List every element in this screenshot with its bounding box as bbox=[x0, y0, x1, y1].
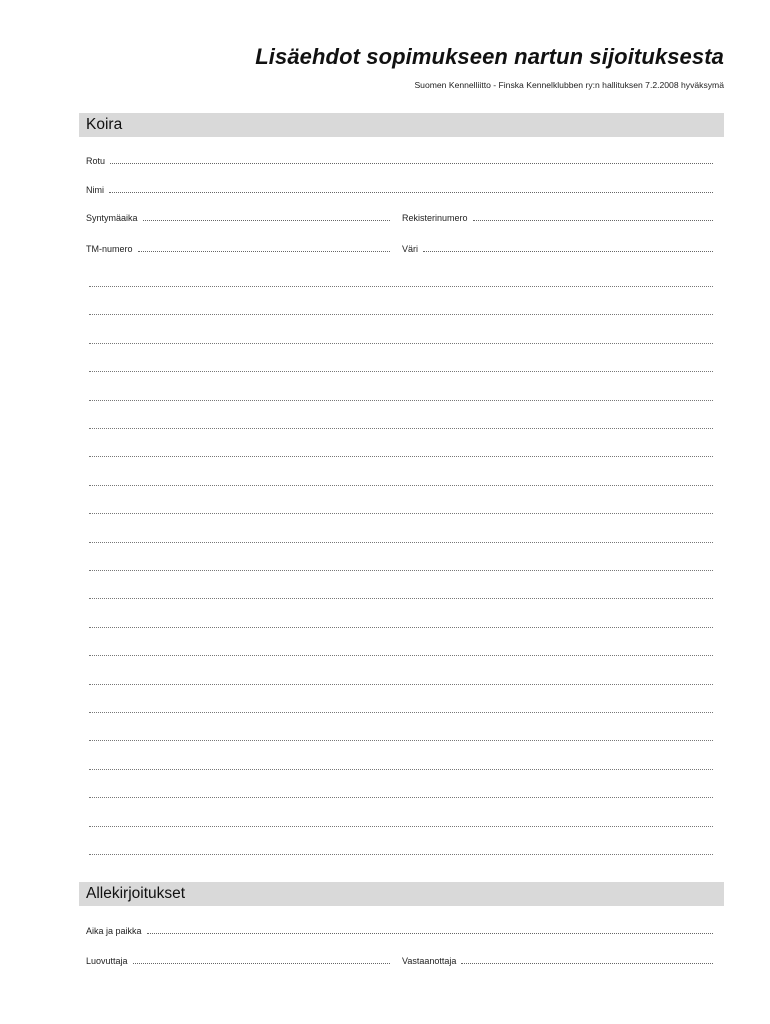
time-place-label: Aika ja paikka bbox=[86, 926, 142, 936]
time-place-input-line[interactable] bbox=[147, 925, 713, 934]
breed-field[interactable] bbox=[86, 155, 713, 166]
blank-writing-line[interactable] bbox=[89, 740, 713, 741]
blank-writing-line[interactable] bbox=[89, 428, 713, 429]
recipient-field[interactable] bbox=[402, 955, 713, 966]
registration-number-label: Rekisterinumero bbox=[402, 213, 468, 223]
section-heading-signatures: Allekirjoitukset bbox=[79, 882, 724, 906]
transferor-field[interactable] bbox=[86, 955, 390, 966]
blank-writing-line[interactable] bbox=[89, 684, 713, 685]
page-subtitle: Suomen Kennelliitto - Finska Kennelklubben ry:n hallituksen 7.2.2008 hyväksymä bbox=[414, 80, 724, 90]
breed-label: Rotu bbox=[86, 156, 106, 166]
color-field[interactable] bbox=[402, 243, 713, 254]
blank-writing-line[interactable] bbox=[89, 542, 713, 543]
birth-date-input-line[interactable] bbox=[143, 212, 390, 221]
registration-number-field[interactable] bbox=[402, 212, 713, 223]
blank-writing-line[interactable] bbox=[89, 343, 713, 344]
blank-writing-line[interactable] bbox=[89, 712, 713, 713]
blank-writing-line[interactable] bbox=[89, 400, 713, 401]
name-label: Nimi bbox=[86, 185, 104, 195]
color-label: Väri bbox=[402, 244, 419, 254]
transferor-label: Luovuttaja bbox=[86, 956, 128, 966]
color-input-line[interactable] bbox=[423, 243, 713, 252]
blank-writing-line[interactable] bbox=[89, 286, 713, 287]
tm-number-label: TM-numero bbox=[86, 244, 133, 254]
blank-writing-line[interactable] bbox=[89, 769, 713, 770]
blank-writing-line[interactable] bbox=[89, 826, 713, 827]
name-field[interactable] bbox=[86, 184, 713, 195]
registration-number-input-line[interactable] bbox=[473, 212, 713, 221]
blank-writing-line[interactable] bbox=[89, 627, 713, 628]
blank-writing-line[interactable] bbox=[89, 598, 713, 599]
name-input-line[interactable] bbox=[109, 184, 713, 193]
blank-writing-line[interactable] bbox=[89, 655, 713, 656]
blank-writing-line[interactable] bbox=[89, 314, 713, 315]
blank-writing-line[interactable] bbox=[89, 854, 713, 855]
birth-date-field[interactable] bbox=[86, 212, 390, 223]
blank-writing-line[interactable] bbox=[89, 485, 713, 486]
time-place-field[interactable] bbox=[86, 925, 713, 936]
blank-writing-line[interactable] bbox=[89, 797, 713, 798]
tm-number-field[interactable] bbox=[86, 243, 390, 254]
birth-date-label: Syntymäaika bbox=[86, 213, 138, 223]
breed-input-line[interactable] bbox=[110, 155, 713, 164]
section-heading-dog: Koira bbox=[79, 113, 724, 137]
blank-writing-line[interactable] bbox=[89, 456, 713, 457]
tm-number-input-line[interactable] bbox=[138, 243, 390, 252]
blank-writing-line[interactable] bbox=[89, 371, 713, 372]
page-title: Lisäehdot sopimukseen nartun sijoituksesta bbox=[255, 44, 724, 69]
blank-writing-line[interactable] bbox=[89, 513, 713, 514]
recipient-label: Vastaanottaja bbox=[402, 956, 457, 966]
transferor-signature-line[interactable] bbox=[133, 955, 390, 964]
blank-writing-line[interactable] bbox=[89, 570, 713, 571]
recipient-signature-line[interactable] bbox=[461, 955, 713, 964]
